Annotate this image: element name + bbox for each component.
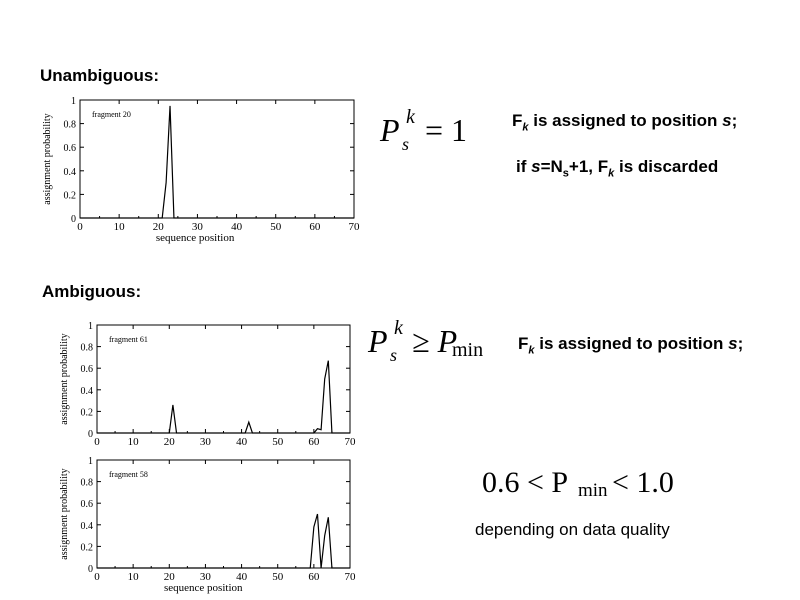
x-tick-label: 40 (231, 221, 243, 233)
y-axis-label: assignment probability (59, 333, 70, 425)
formula-P: P (368, 323, 388, 359)
x-tick-label: 20 (152, 221, 164, 233)
y-tick-label: 0.8 (80, 342, 93, 354)
x-tick-label: 10 (127, 571, 139, 583)
y-tick-label: 0.6 (63, 143, 76, 155)
y-tick-label: 0.2 (80, 407, 93, 419)
x-tick-label: 70 (344, 571, 356, 583)
x-tick-label: 10 (127, 436, 139, 448)
y-tick-label: 1 (88, 321, 93, 332)
x-tick-label: 20 (163, 436, 175, 448)
series-line (97, 361, 350, 433)
x-tick-label: 60 (309, 221, 321, 233)
y-tick-label: 1 (88, 456, 93, 467)
formula-range-low: 0.6 < P (482, 466, 569, 499)
x-tick-label: 20 (163, 571, 175, 583)
formula-range-high: < 1.0 (612, 466, 674, 499)
x-tick-label: 60 (308, 436, 320, 448)
fragment-annotation: fragment 58 (109, 470, 148, 479)
x-tick-label: 60 (308, 571, 320, 583)
heading-unambiguous: Unambiguous: (40, 66, 159, 85)
y-axis-label: assignment probability (42, 113, 53, 205)
x-tick-label: 40 (236, 571, 248, 583)
y-tick-label: 0.4 (63, 166, 76, 178)
x-tick-label: 50 (272, 571, 284, 583)
fragment-annotation: fragment 61 (109, 335, 148, 344)
formula-P: P (380, 112, 400, 148)
fragment-annotation: fragment 20 (92, 110, 131, 119)
chart-fragment-58 (0, 445, 360, 594)
x-tick-label: 0 (94, 436, 100, 448)
y-tick-label: 0.8 (80, 477, 93, 489)
series-line (97, 514, 350, 568)
y-tick-label: 0 (88, 564, 93, 575)
x-tick-label: 10 (113, 221, 125, 233)
y-tick-label: 0.6 (80, 499, 93, 511)
y-tick-label: 0.6 (80, 364, 93, 376)
formula-relation: ≥ P (412, 323, 458, 359)
y-tick-label: 0 (71, 214, 76, 225)
x-tick-label: 0 (77, 221, 83, 233)
x-tick-label: 30 (191, 221, 203, 233)
y-tick-label: 0.2 (80, 542, 93, 554)
assigned-statement: $F_k$ is assigned to position s; (512, 111, 738, 134)
x-tick-label: 30 (199, 436, 211, 448)
y-tick-label: 0.4 (80, 520, 93, 532)
y-tick-label: 0.8 (63, 119, 76, 131)
y-tick-label: 1 (71, 96, 76, 107)
formula-superscript: k (406, 106, 415, 128)
formula-relation: = 1 (425, 112, 468, 148)
x-tick-label: 30 (199, 571, 211, 583)
y-tick-label: 0.4 (80, 385, 93, 397)
assigned-statement-ambiguous: $F_k$ is assigned to position s; (518, 334, 744, 357)
formula-unambiguous (380, 106, 490, 162)
chart-fragment-20 (0, 90, 360, 250)
x-tick-label: 0 (94, 571, 100, 583)
x-axis-label: sequence position (155, 232, 235, 244)
x-tick-label: 70 (344, 436, 356, 448)
x-tick-label: 50 (270, 221, 282, 233)
formula-subscript: s (390, 345, 398, 365)
formula-superscript: k (394, 317, 403, 339)
y-axis-label: assignment probability (59, 468, 70, 560)
formula-ambiguous (368, 317, 498, 373)
formula-range-min: min (578, 480, 608, 501)
x-tick-label: 50 (272, 436, 284, 448)
series-line (80, 106, 354, 218)
x-axis-label: sequence position (164, 582, 243, 594)
heading-ambiguous: Ambiguous: (42, 282, 142, 301)
discard-statement: if $s=N_s+1$, $F_k$ is discarded (516, 157, 719, 180)
formula-pmin-range (482, 466, 692, 511)
quality-statement: depending on data quality (475, 520, 670, 539)
y-tick-label: 0 (88, 429, 93, 440)
formula-min: min (452, 339, 484, 361)
chart-fragment-61 (0, 315, 360, 448)
y-tick-label: 0.2 (63, 190, 76, 202)
formula-subscript: s (402, 134, 410, 154)
x-tick-label: 40 (236, 436, 248, 448)
x-tick-label: 70 (348, 221, 360, 233)
